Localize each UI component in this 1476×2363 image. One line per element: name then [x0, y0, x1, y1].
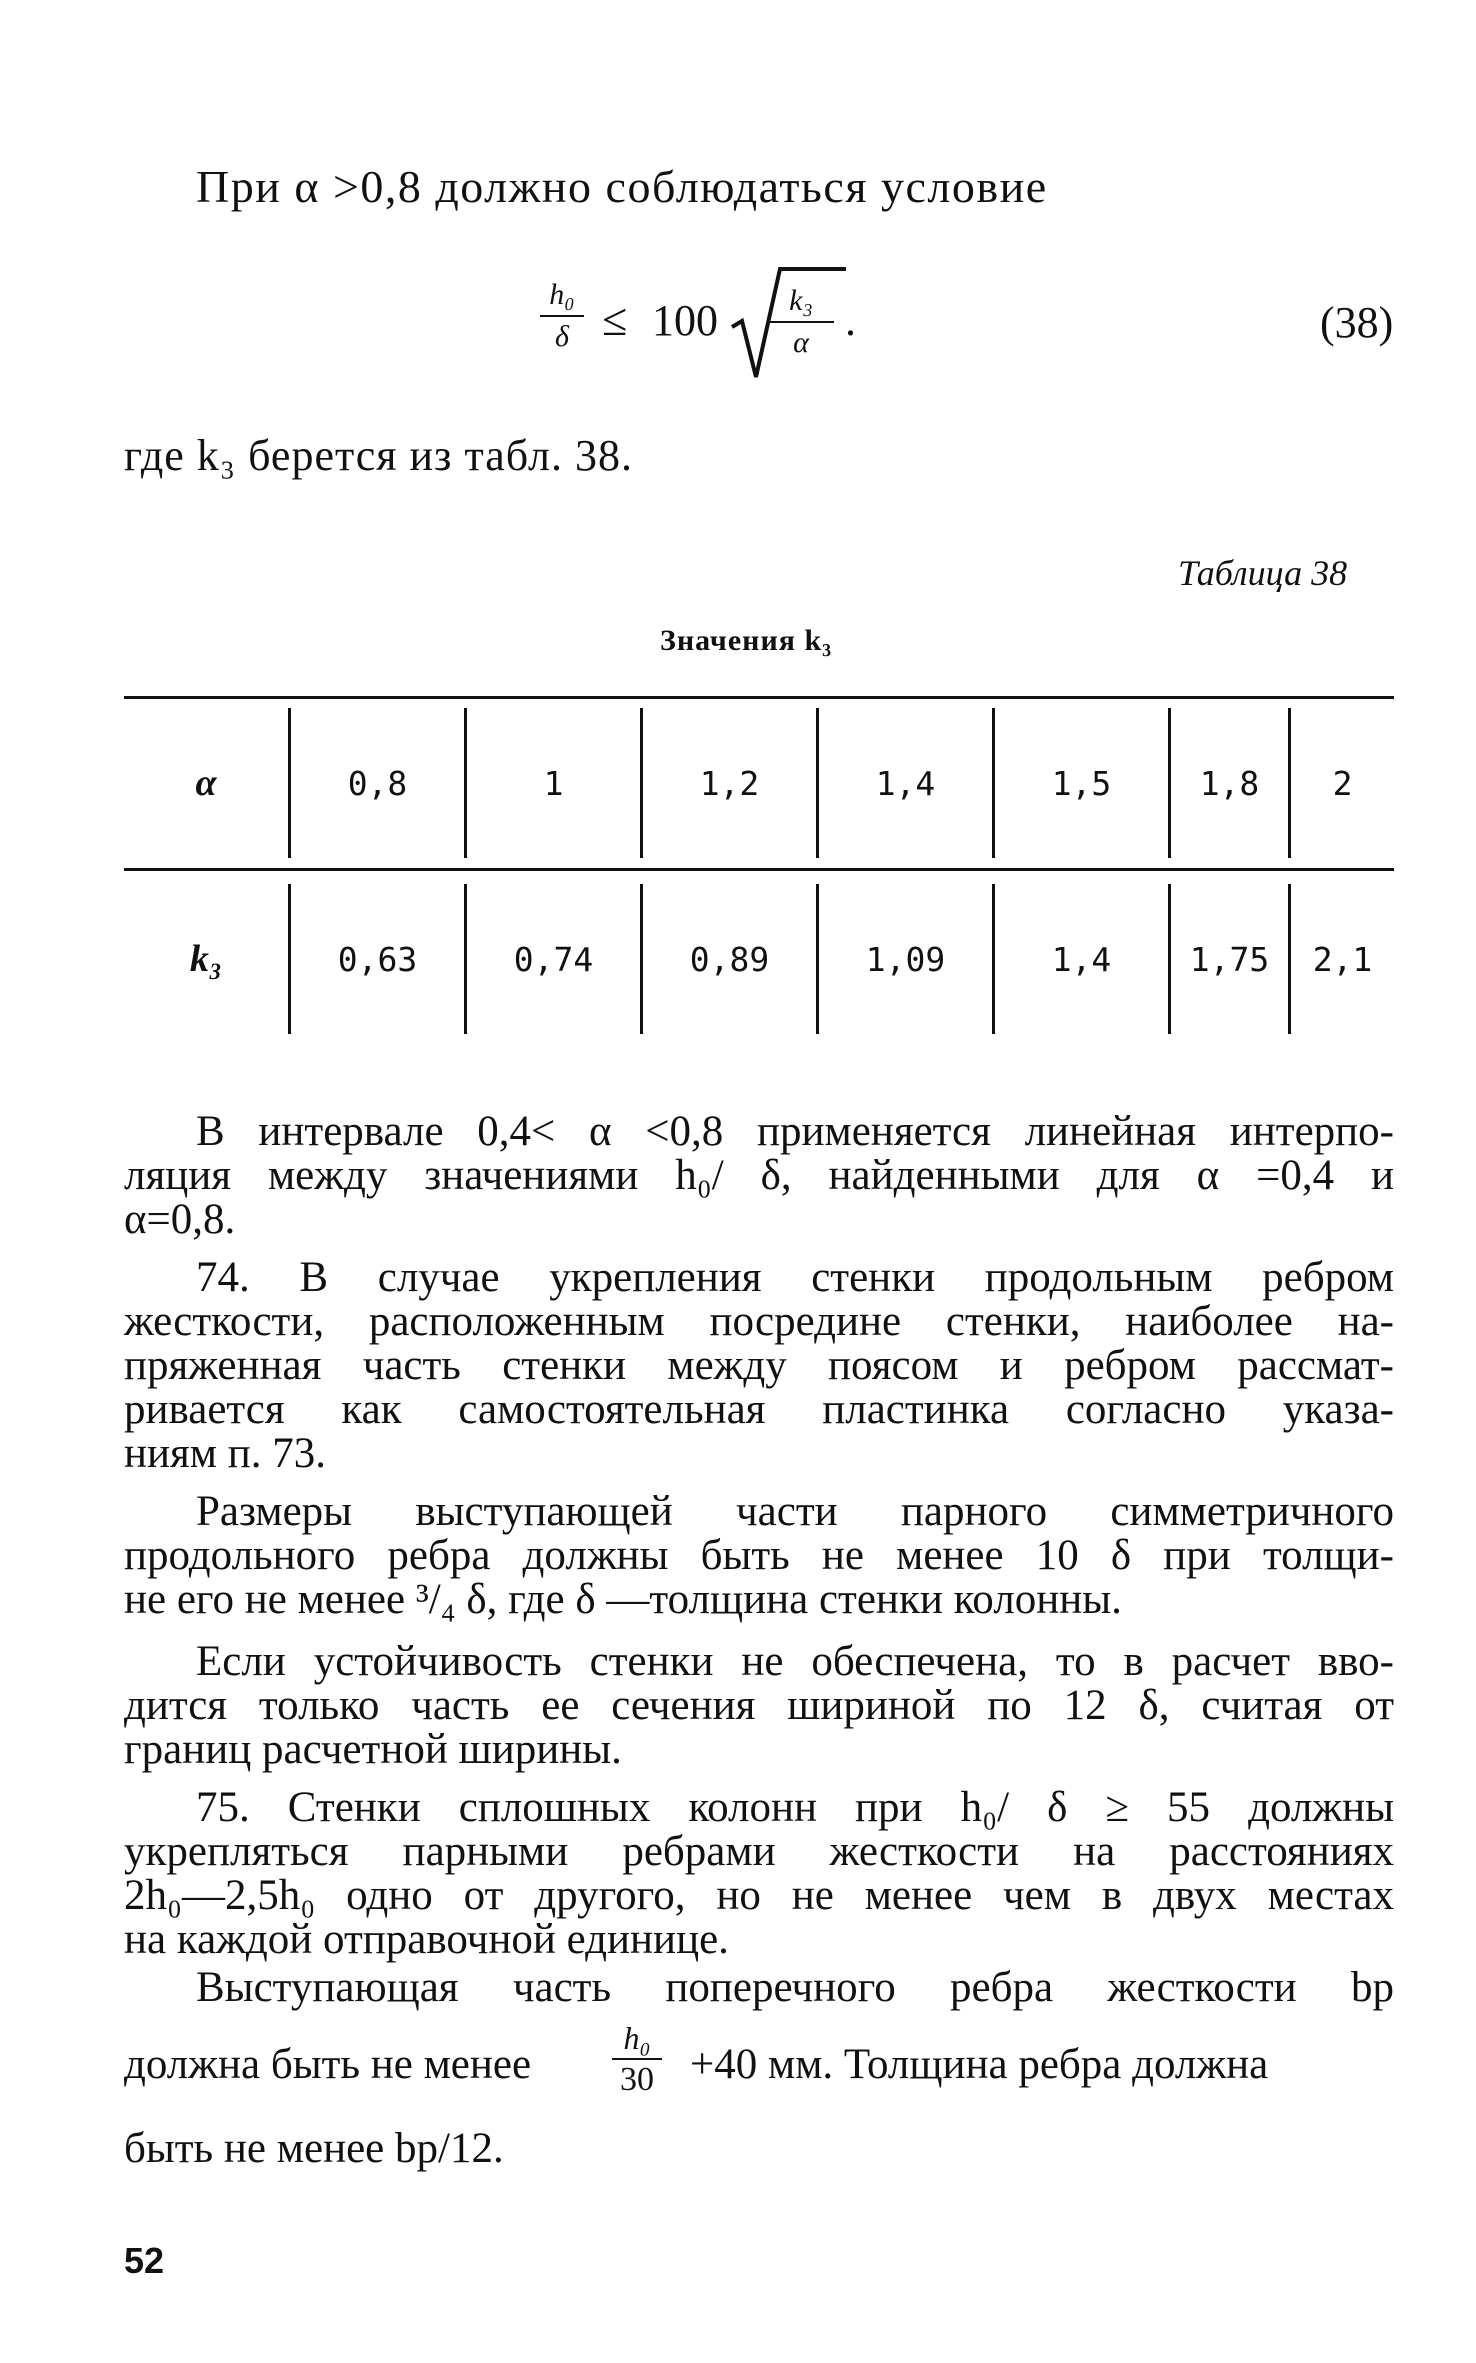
table-cell: 0,8: [347, 763, 408, 803]
paragraph-75: [124, 1786, 1394, 1962]
table-cell: 1,4: [1051, 939, 1112, 979]
text-line: не его не менее ³/₄ δ, где δ —толщина стенки колонны.: [124, 1576, 1122, 1623]
text-line: на каждой отправочной единице.: [124, 1916, 729, 1963]
formula-lhs-fraction: [540, 277, 584, 355]
text-line: 2h₀—2,5h₀ одно от другого, но не менее чем в двух местах: [124, 1872, 1394, 1919]
text-line: α=0,8.: [124, 1196, 236, 1243]
text-line: продольного ребра должны быть не менее 10 δ при толщи-: [124, 1532, 1394, 1579]
table-cell: 1,2: [699, 763, 760, 803]
table-cell: 1,8: [1199, 763, 1260, 803]
table-middle-rule: [124, 868, 1394, 871]
text-line: ляция между значениями h₀/ δ, найденными для α =0,4 и: [124, 1152, 1394, 1199]
table-title: Значения k₃: [660, 624, 833, 657]
formula-lhs-numerator: h₀: [549, 278, 575, 311]
table-cell: 0,74: [513, 939, 594, 979]
table-cell: 1,5: [1051, 763, 1112, 803]
table-row-head-k3: k₃: [189, 938, 223, 980]
paragraph-stability: [124, 1640, 1394, 1772]
rib-fraction: [612, 2020, 662, 2098]
table-caption: Таблица 38: [1178, 553, 1348, 593]
text-line: 74. В случае укрепления стенки продольным ребром: [196, 1254, 1394, 1301]
rib-line-3: быть не менее bр/12.: [124, 2125, 504, 2172]
table-cell: 0,63: [337, 939, 418, 979]
formula-38: [540, 265, 980, 385]
table-cell: 2: [1332, 763, 1353, 803]
text-line: Размеры выступающей части парного симметричного: [196, 1488, 1394, 1535]
text-line: границ расчетной ширины.: [124, 1726, 622, 1773]
formula-period: .: [845, 296, 856, 345]
where-sentence: где k₃ берется из табл. 38.: [124, 431, 633, 480]
table-cell: 1,4: [875, 763, 936, 803]
paragraph-rib-dimensions: [124, 1490, 1394, 1622]
table-cell: 0,89: [689, 939, 770, 979]
table-row-head-alpha: α: [195, 762, 217, 804]
paragraph-interpolation: [124, 1110, 1394, 1242]
text-line: укрепляться парными ребрами жесткости на расстояниях: [124, 1828, 1394, 1875]
formula-radicand-numerator: k₃: [789, 284, 813, 317]
text-line: ривается как самостоятельная пластинка согласно указа-: [124, 1386, 1394, 1433]
rib-line-2a: должна быть не менее: [124, 2041, 532, 2088]
page-number: 52: [124, 2240, 165, 2281]
table-cell: 1,09: [865, 939, 946, 979]
text-line: ниям п. 73.: [124, 1430, 327, 1477]
text-line: жесткости, расположенным посредине стенки, наиболее на-: [124, 1298, 1394, 1345]
table-cell: 1,75: [1189, 939, 1270, 979]
formula-radicand-denominator: α: [793, 326, 809, 359]
rib-line-2b: +40 мм. Толщина ребра должна: [690, 2041, 1269, 2088]
text-line: Выступающая часть поперечного ребра жесткости bр: [196, 1964, 1394, 2011]
intro-sentence: При α >0,8 должно соблюдаться условие: [196, 161, 1048, 212]
k3-values-table: [124, 696, 1394, 1046]
formula-relation: ≤: [602, 294, 628, 345]
text-line: Если устойчивость стенки не обеспечена, то в расчет вво-: [196, 1638, 1394, 1685]
table-cell: 2,1: [1312, 939, 1373, 979]
formula-coefficient: 100: [652, 296, 718, 345]
text-line: дится только часть ее сечения шириной по 12 δ, считая от: [124, 1682, 1394, 1729]
table-cell: 1: [543, 763, 564, 803]
equation-number: (38): [1320, 298, 1394, 347]
rib-fraction-denominator: 30: [620, 2061, 654, 2098]
text-line: 75. Стенки сплошных колонн при h₀/ δ ≥ 55 должны: [196, 1784, 1394, 1831]
text-line: пряженная часть стенки между поясом и ребром рассмат-: [124, 1342, 1394, 1389]
rib-fraction-numerator: h₀: [623, 2020, 651, 2056]
formula-lhs-denominator: δ: [555, 320, 569, 353]
text-line: В интервале 0,4< α <0,8 применяется линейная интерпо-: [196, 1108, 1394, 1155]
table-top-rule: [124, 696, 1394, 699]
formula-radicand-fraction: [768, 283, 834, 361]
paragraph-transverse-rib: [124, 1966, 1394, 2010]
paragraph-74: [124, 1256, 1394, 1476]
